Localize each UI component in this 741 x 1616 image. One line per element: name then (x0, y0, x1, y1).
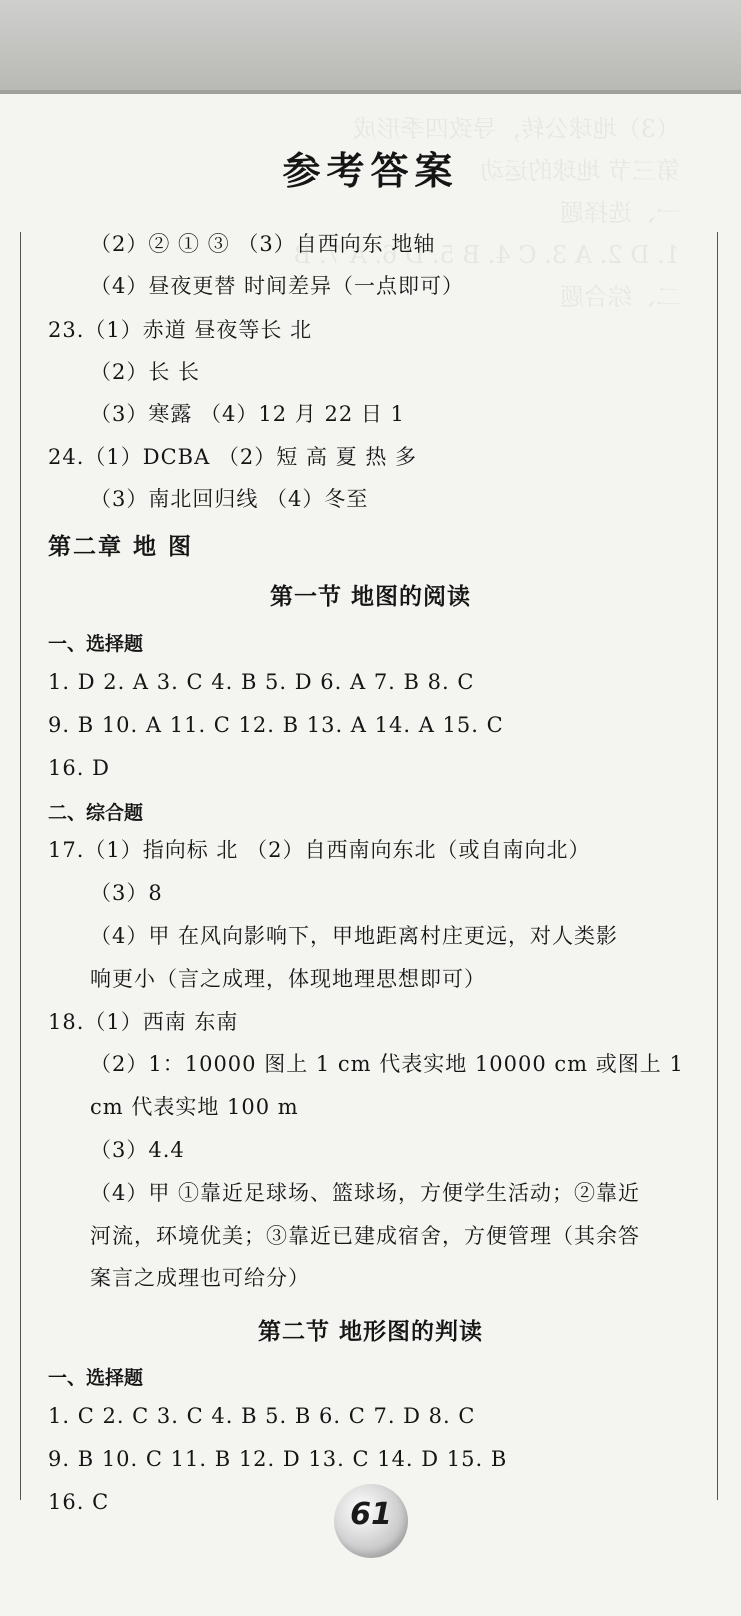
bleed-through-line: 一、选择题 (560, 199, 680, 227)
answer-line: 16. C (48, 1490, 110, 1514)
answer-line: （2）长 长 (90, 360, 201, 384)
answer-line: 24.（1）DCBA （2）短 高 夏 热 多 (48, 445, 417, 469)
answer-line: 18.（1）西南 东南 (48, 1010, 239, 1034)
answer-line: （3）寒露 （4）12 月 22 日 1 (90, 402, 405, 426)
answer-line: 17.（1）指向标 北 （2）自西南向东北（或自南向北） (48, 838, 591, 862)
section-title: 第二节 地形图的判读 (257, 1319, 483, 1345)
answer-line: （3）4.4 (90, 1138, 185, 1162)
page-header-band (0, 0, 741, 94)
answer-line: 9. B 10. C 11. B 12. D 13. C 14. D 15. B (48, 1447, 508, 1471)
answer-line: 1. C 2. C 3. C 4. B 5. B 6. C 7. D 8. C (48, 1404, 476, 1428)
answer-line: （3）8 (90, 881, 163, 905)
answer-line: （4）甲 在风向影响下，甲地距离村庄更远，对人类影 (90, 924, 619, 948)
answer-line: 16. D (48, 756, 110, 780)
answer-line: 23.（1）赤道 昼夜等长 北 (48, 318, 313, 342)
bleed-through-line: 二、综合题 (560, 283, 680, 311)
answer-line: （2）② ① ③ （3）自西向东 地轴 (90, 232, 436, 256)
answer-line: 1. D 2. A 3. C 4. B 5. D 6. A 7. B 8. C (48, 670, 475, 694)
answer-line: （4）甲 ①靠近足球场、篮球场，方便学生活动；②靠近 (90, 1181, 641, 1205)
section-title: 第一节 地图的阅读 (269, 584, 471, 610)
answer-line: 9. B 10. A 11. C 12. B 13. A 14. A 15. C (48, 713, 504, 737)
chapter-heading: 第二章 地 图 (48, 534, 194, 560)
answer-line: 响更小（言之成理，体现地理思想即可） (90, 967, 486, 991)
answer-line: 案言之成理也可给分） (90, 1266, 310, 1290)
answer-line: （3）南北回归线 （4）冬至 (90, 487, 369, 511)
answer-line: （2）1：10000 图上 1 cm 代表实地 10000 cm 或图上 1 (90, 1052, 684, 1076)
bleed-through-line: 第三节 地球的运动 (480, 157, 680, 185)
comprehensive-heading: 二、综合题 (48, 802, 144, 824)
answer-line: 河流，环境优美；③靠近已建成宿舍，方便管理（其余答 (90, 1224, 640, 1248)
answer-line: （4）昼夜更替 时间差异（一点即可） (90, 274, 465, 298)
choice-heading: 一、选择题 (48, 633, 144, 655)
choice-heading: 一、选择题 (48, 1367, 144, 1389)
bleed-through-line: 1. D 2. A 3. C 4. B 5. D 6. A 7. B (293, 241, 680, 269)
answer-line: cm 代表实地 100 m (90, 1095, 299, 1119)
page-title: 参考答案 (282, 149, 459, 193)
bleed-through-line: （3）地球公转，导致四季形成 (352, 115, 680, 143)
page-number-badge (334, 1484, 408, 1558)
page-number: 61 (350, 1497, 392, 1532)
